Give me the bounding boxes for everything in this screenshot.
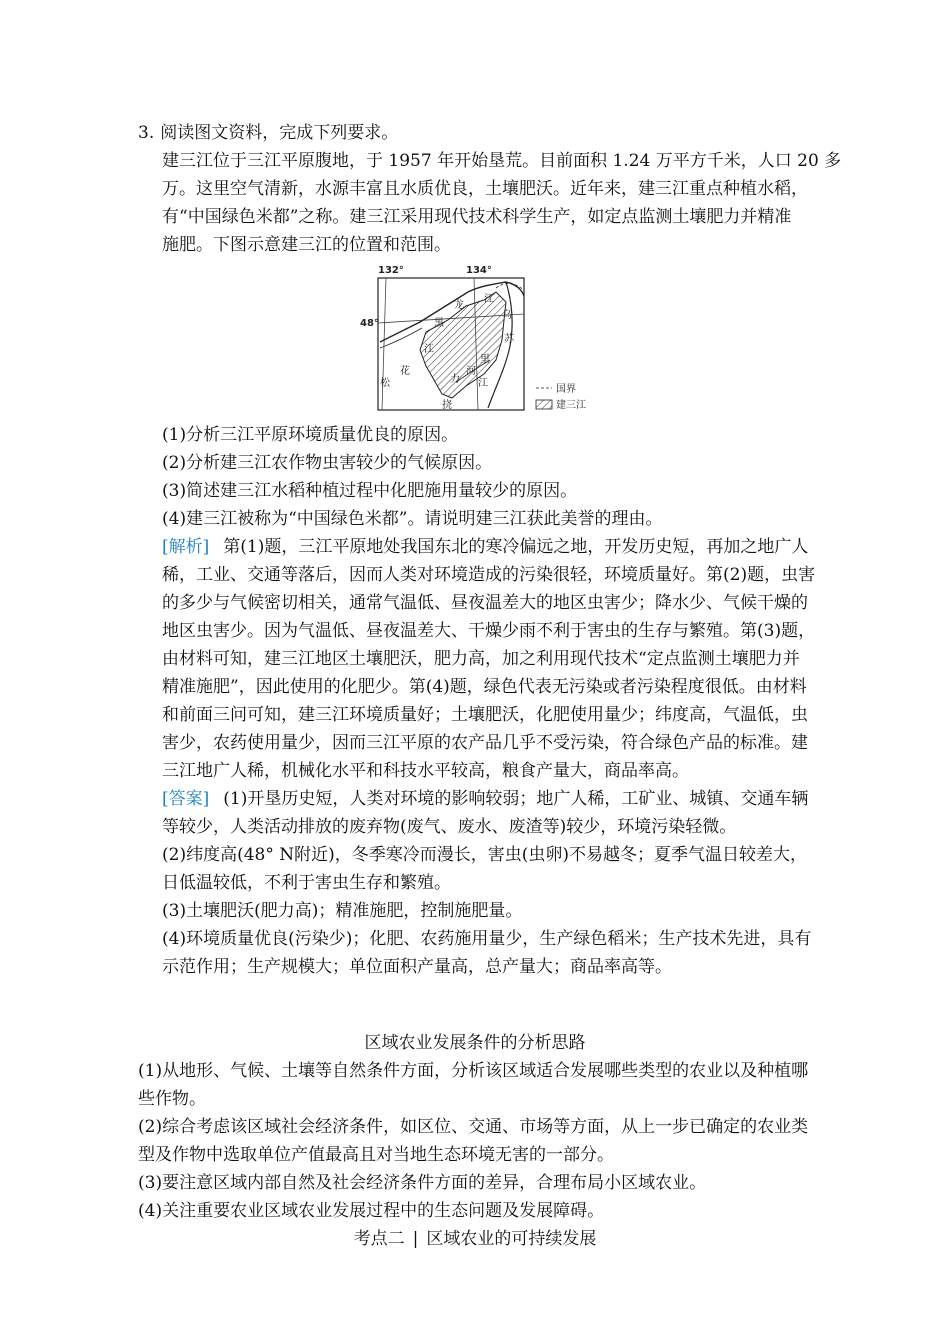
sub-question: (1)分析三江平原环境质量优良的原因。 [162, 425, 459, 445]
map-char: 松 [380, 378, 390, 389]
analysis-tag: [解析] [162, 537, 210, 557]
legend-region-label: 建三江 [556, 400, 586, 411]
map-char: 黑 [434, 318, 444, 329]
summary-line: 些作物。 [138, 1089, 206, 1109]
answer-line: (2)纬度高(48° N附近)，冬季寒冷而漫长，害虫(虫卵)不易越冬；夏季气温日较差大， [162, 845, 808, 865]
meridian-132 [382, 278, 386, 410]
lon-label-132: 132° [378, 265, 404, 276]
question-number: 3. [138, 123, 155, 143]
map-char: 江 [478, 378, 488, 389]
summary-line: (3)要注意区域内部自然及社会经济条件方面的差异，合理布局小区域农业。 [138, 1173, 707, 1193]
section-label: 考点二 [353, 1229, 405, 1249]
answer-line: (4)环境质量优良(污染少)；化肥、农药施用量少，生产绿色稻米；生产技术先进，具有 [162, 929, 812, 949]
analysis-line: 稀，工业、交通等落后，因而人类对环境造成的污染很轻，环境质量好。第(2)题，虫害 [162, 565, 816, 585]
map-char: 挠 [442, 400, 452, 411]
map-char: 乌 [502, 310, 512, 321]
question-header [138, 122, 398, 144]
map-char: 江 [424, 344, 434, 355]
analysis-line: 和前面三问可知，建三江环境质量好；土壤肥沃，化肥使用量少；纬度高，气温低，虫 [162, 705, 808, 725]
summary-line: (1)从地形、气候、土壤等自然条件方面，分析该区域适合发展哪些类型的农业以及种植哪 [138, 1061, 809, 1081]
sub-question: (2)分析建三江农作物虫害较少的气候原因。 [162, 453, 493, 473]
map-char: 江 [484, 294, 494, 305]
summary-line: (4)关注重要农业区域农业发展过程中的生态问题及发展障碍。 [138, 1201, 605, 1221]
map-svg [356, 262, 596, 414]
question-prompt: 阅读图文资料，完成下列要求。 [160, 123, 399, 143]
summary-line: 型及作物中选取单位产值最高且对当地生态环境无害的一部分。 [138, 1145, 614, 1165]
map-char: 力 [450, 374, 460, 385]
map-char: 苏 [504, 334, 514, 345]
map-char: 里 [480, 354, 490, 365]
sub-question: (3)简述建三江水稻种植过程中化肥施用量较少的原因。 [162, 481, 578, 501]
answer-line: 日低温较低，不利于害虫生存和繁殖。 [162, 873, 451, 893]
answer-line: (1)开垦历史短，人类对环境的影响较弱；地广人稀，工矿业、城镇、交通车辆 [223, 789, 809, 809]
lat-label-48: 48° [360, 318, 379, 329]
analysis-line: 精准施肥”，因此使用的化肥少。第(4)题，绿色代表无污染或者污染程度很低。由材料 [162, 677, 807, 697]
answer-first-line [162, 788, 808, 810]
legend-border-label: 国界 [556, 384, 576, 395]
material-line: 万。这里空气清新，水源丰富且水质优良，土壤肥沃。近年来，建三江重点种植水稻， [162, 179, 808, 199]
analysis-line: 由材料可知，建三江地区土壤肥沃，肥力高，加之利用现代技术“定点监测土壤肥力并 [162, 649, 800, 669]
legend-region-symbol [536, 400, 552, 409]
answer-tag: [答案] [162, 789, 210, 809]
answer-line: (3)土壤肥沃(肥力高)；精准施肥，控制施肥量。 [162, 901, 523, 921]
section-heading [0, 1228, 950, 1250]
analysis-line: 第(1)题，三江平原地处我国东北的寒冷偏远之地，开发历史短，再加之地广人 [223, 537, 809, 557]
analysis-line: 三江地广人稀，机械化水平和科技水平较高，粮食产量大，商品率高。 [162, 761, 689, 781]
analysis-first-line [162, 536, 808, 558]
analysis-line: 地区虫害少。因为气温低、昼夜温差大、干燥少雨不利于害虫的生存与繁殖。第(3)题， [162, 621, 816, 641]
material-line: 施肥。下图示意建三江的位置和范围。 [162, 235, 451, 255]
answer-line: 示范作用；生产规模大；单位面积产量高，总产量大；商品率高等。 [162, 957, 672, 977]
analysis-line: 害少，农药使用量少，因而三江平原的农产品几乎不受污染，符合绿色产品的标准。建 [162, 733, 808, 753]
section-title: 区域农业的可持续发展 [426, 1229, 597, 1249]
summary-title: 区域农业发展条件的分析思路 [364, 1033, 586, 1053]
summary-line: (2)综合考虑该区域社会经济条件，如区位、交通、市场等方面，从上一步已确定的农业类 [138, 1117, 809, 1137]
map-char: 花 [400, 366, 410, 377]
material-line: 有“中国绿色米都”之称。建三江采用现代技术科学生产，如定点监测土壤肥力并精准 [162, 207, 792, 227]
map-char: 河 [466, 366, 476, 377]
answer-line: 等较少，人类活动排放的废弃物(废气、废水、废渣等)较少，环境污染轻微。 [162, 817, 737, 837]
material-line: 建三江位于三江平原腹地，于 1957 年开始垦荒。目前面积 1.24 万平方千米，人口 20 多 [162, 151, 842, 171]
map-char: 龙 [454, 300, 464, 311]
location-map [356, 262, 596, 414]
section-separator: | [412, 1229, 419, 1249]
lon-label-134: 134° [466, 265, 492, 276]
sub-question: (4)建三江被称为“中国绿色米都”。请说明建三江获此美誉的理由。 [162, 509, 663, 529]
analysis-line: 的多少与气候密切相关，通常气温低、昼夜温差大的地区虫害少；降水少、气候干燥的 [162, 593, 808, 613]
